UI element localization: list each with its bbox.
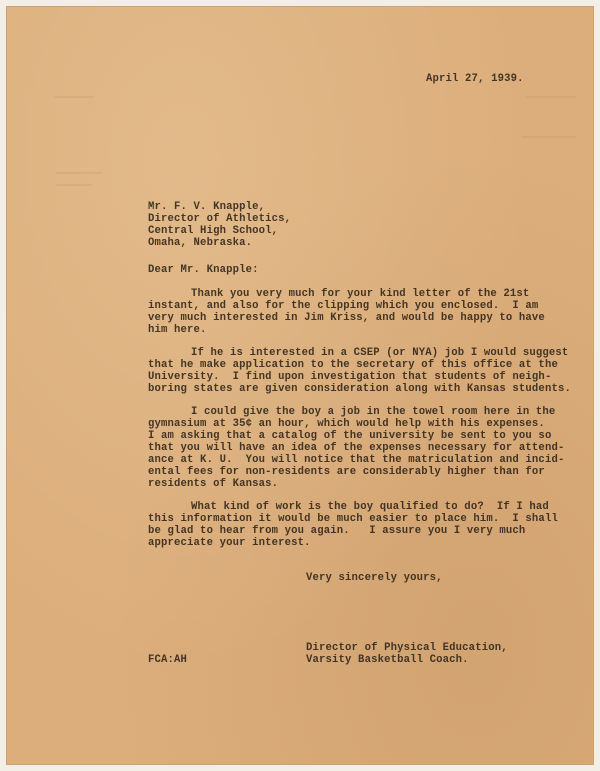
show-through-mark (56, 184, 92, 186)
paragraph4-line: be glad to hear from you again. I assure you I very much (148, 525, 526, 537)
paragraph1-line: Thank you very much for your kind letter of the 21st (191, 288, 530, 300)
show-through-mark (521, 136, 576, 138)
paragraph3-line: ental fees for non-residents are considerably higher than for (148, 466, 545, 478)
recipient-name: Mr. F. V. Knapple, (148, 201, 266, 213)
paragraph2-line: that he make application to the secretary of this office at the (148, 359, 558, 371)
paragraph1-line: him here. (148, 324, 207, 336)
paragraph1-line: very much interested in Jim Kriss, and would be happy to have (148, 312, 545, 324)
paragraph3-line: gymnasium at 35¢ an hour, which would help with his expenses. (148, 418, 545, 430)
signature-title-line1: Director of Physical Education, (306, 642, 508, 654)
paragraph4-line: What kind of work is the boy qualified to do? If I had (191, 501, 549, 513)
typist-initials: FCA:AH (148, 654, 188, 666)
show-through-mark (56, 172, 102, 174)
paragraph3-line: that you will have an idea of the expenses necessary for attend- (148, 442, 565, 454)
paragraph3-line: I am asking that a catalog of the university be sent to you so (148, 430, 552, 442)
paragraph3-line: I could give the boy a job in the towel room here in the (191, 406, 556, 418)
paragraph4-line: appreciate your interest. (148, 537, 311, 549)
paragraph3-line: ance at K. U. You will notice that the matriculation and incid- (148, 454, 565, 466)
show-through-mark (526, 96, 576, 98)
closing: Very sincerely yours, (306, 572, 443, 584)
paragraph2-line: boring states are given consideration along with Kansas students. (148, 383, 571, 395)
paragraph2-line: University. I find upon investigation that students of neigh- (148, 371, 552, 383)
letter-page (6, 6, 594, 765)
recipient-school: Central High School, (148, 225, 279, 237)
paragraph4-line: this information it would be much easier to place him. I shall (148, 513, 558, 525)
letter-date: April 27, 1939. (426, 73, 524, 85)
salutation: Dear Mr. Knapple: (148, 264, 259, 276)
paragraph3-line: residents of Kansas. (148, 478, 279, 490)
recipient-title: Director of Athletics, (148, 213, 292, 225)
show-through-mark (54, 96, 94, 98)
signature-title-line2: Varsity Basketball Coach. (306, 654, 469, 666)
recipient-city: Omaha, Nebraska. (148, 237, 253, 249)
paragraph1-line: instant, and also for the clipping which you enclosed. I am (148, 300, 539, 312)
paragraph2-line: If he is interested in a CSEP (or NYA) job I would suggest (191, 347, 569, 359)
